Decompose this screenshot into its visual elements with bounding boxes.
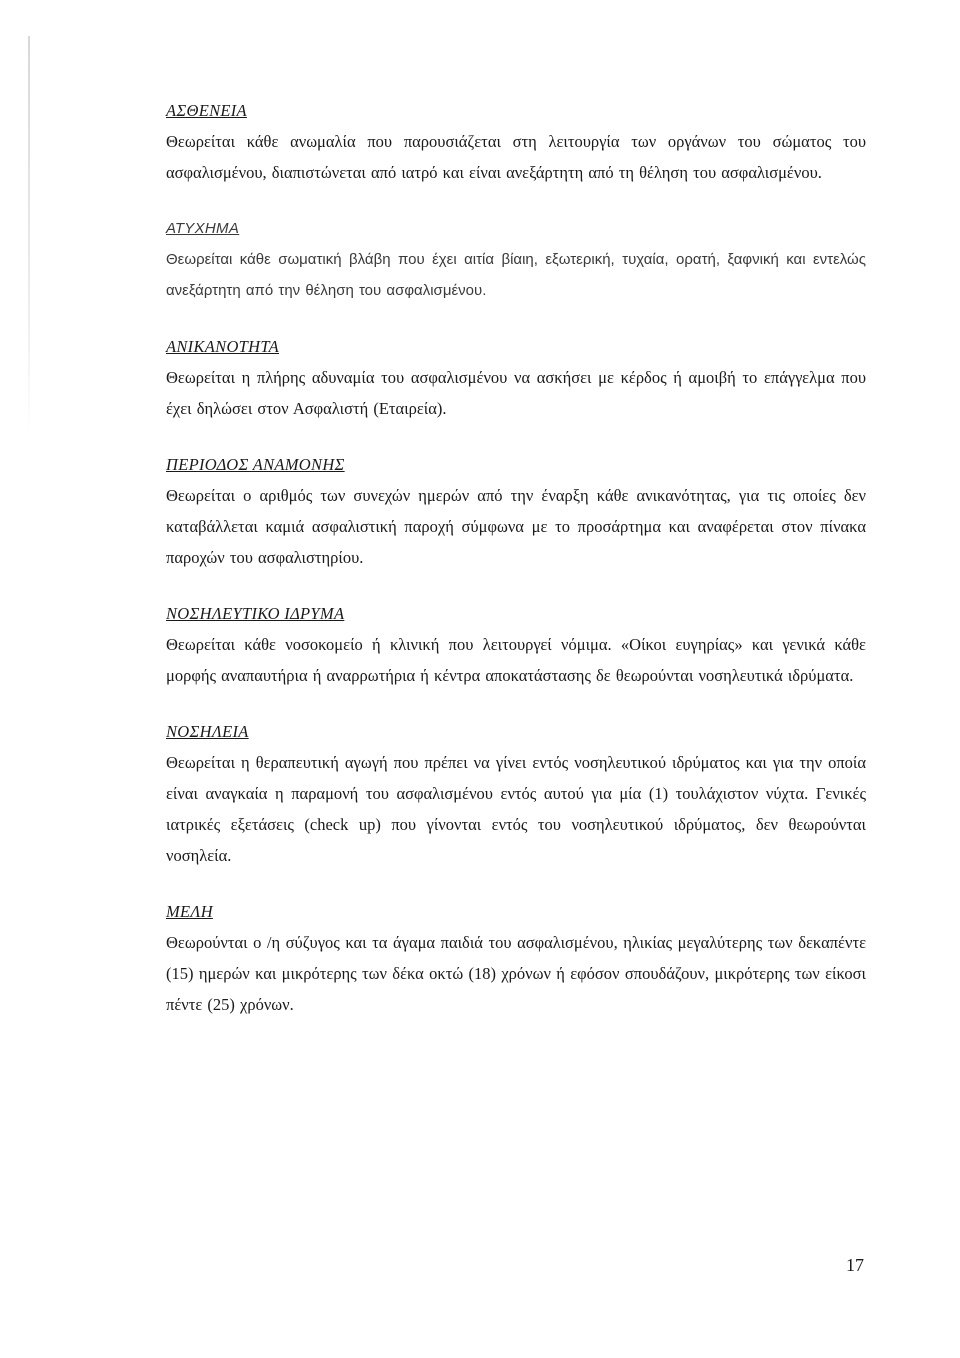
definition-members bbox=[166, 897, 866, 1020]
definition-waiting-period bbox=[166, 450, 866, 573]
heading-illness: ΑΣΘΕΝΕΙΑ bbox=[166, 101, 247, 120]
definition-incapacity bbox=[166, 332, 866, 424]
text-members: Θεωρούνται ο /η σύζυγος και τα άγαμα παιδιά του ασφαλισμένου, ηλικίας μεγαλύτερης των δεκαπέντε (15) ημερών και μικρότερης των δέκα οκτώ (18) χρόνων ή εφόσον σπουδάζουν, μικρότερης των είκοσι πέντε (25) χρόνων. bbox=[166, 933, 866, 1014]
text-hospital: Θεωρείται κάθε νοσοκομείο ή κλινική που λειτουργεί νόμιμα. «Οίκοι ευγηρίας» και γενικά κάθε μορφής αναπαυτήρια ή αναρρωτήρια ή κέντρα αποκατάστασης δε θεωρούνται νοσηλευτικά ιδρύματα. bbox=[166, 635, 866, 685]
heading-members: ΜΕΛΗ bbox=[166, 902, 213, 921]
definition-accident bbox=[166, 214, 866, 306]
text-hospitalization: Θεωρείται η θεραπευτική αγωγή που πρέπει να γίνει εντός νοσηλευτικού ιδρύματος και για την οποία είναι αναγκαία η παραμονή του ασφαλισμένου εντός αυτού για μία (1) τουλάχιστον νύχτα. Γενικές ιατρικές εξετάσεις (check up) που γίνονται εντός του νοσηλευτικού ιδρύματος, δεν θεωρούνται νοσηλεία. bbox=[166, 753, 866, 865]
binding-edge-line bbox=[28, 36, 30, 436]
definition-illness bbox=[166, 96, 866, 188]
text-waiting-period: Θεωρείται ο αριθμός των συνεχών ημερών από την έναρξη κάθε ανικανότητας, για τις οποίες δεν καταβάλλεται καμιά ασφαλιστική παροχή σύμφωνα με το προσάρτημα και αναφέρεται στον πίνακα παροχών του ασφαλιστηρίου. bbox=[166, 486, 866, 567]
definition-hospital bbox=[166, 599, 866, 691]
heading-accident: ΑΤΥΧΗΜΑ bbox=[166, 220, 240, 237]
text-accident: Θεωρείται κάθε σωματική βλάβη που έχει αιτία βίαιη, εξωτερική, τυχαία, ορατή, ξαφνική και εντελώς ανεξάρτητη από την θέληση του ασφαλισμένου. bbox=[166, 251, 866, 299]
text-illness: Θεωρείται κάθε ανωμαλία που παρουσιάζεται στη λειτουργία των οργάνων του σώματος του ασφαλισμένου, διαπιστώνεται από ιατρό και είναι ανεξάρτητη από τη θέληση του ασφαλισμένου. bbox=[166, 132, 866, 182]
text-incapacity: Θεωρείται η πλήρης αδυναμία του ασφαλισμένου να ασκήσει με κέρδος ή αμοιβή το επάγγελμα που έχει δηλώσει στον Ασφαλιστή (Εταιρεία). bbox=[166, 368, 866, 418]
heading-hospital: ΝΟΣΗΛΕΥΤΙΚΟ ΙΔΡΥΜΑ bbox=[166, 604, 345, 623]
heading-waiting-period: ΠΕΡΙΟΔΟΣ ΑΝΑΜΟΝΗΣ bbox=[166, 455, 345, 474]
heading-hospitalization: ΝΟΣΗΛΕΙΑ bbox=[166, 722, 249, 741]
document-page bbox=[166, 96, 866, 1046]
page-number: 17 bbox=[846, 1255, 864, 1275]
heading-incapacity: ΑΝΙΚΑΝΟΤΗΤΑ bbox=[166, 337, 280, 356]
definition-hospitalization bbox=[166, 717, 866, 871]
